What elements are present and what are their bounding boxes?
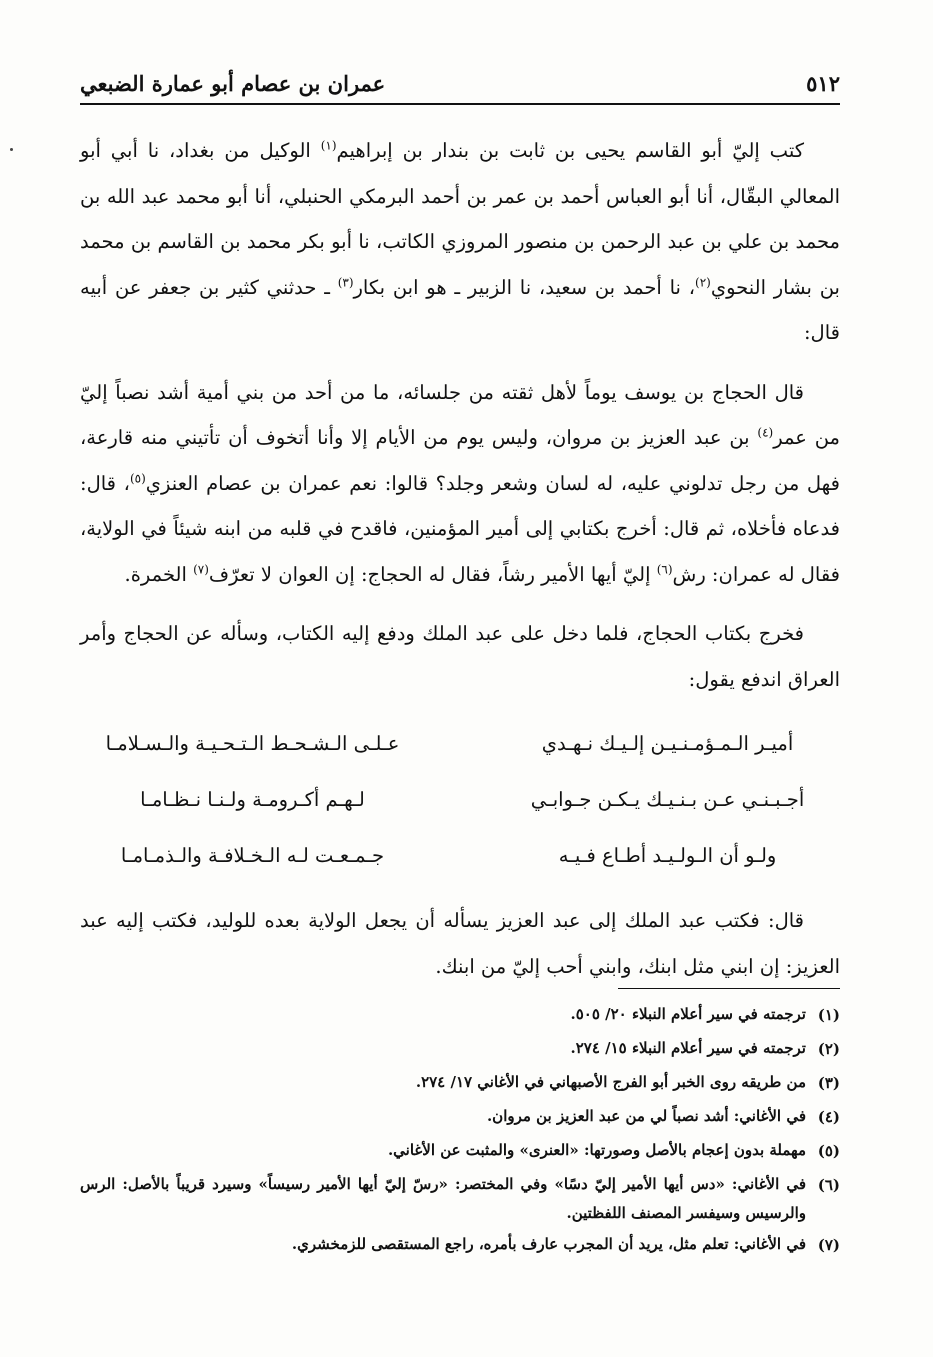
- footnote-text: ترجمته في سير أعلام النبلاء ٢٠/ ٥٠٥.: [570, 1005, 806, 1023]
- footnote-text: في الأغاني: أشد نصباً لي من عبد العزيز بن مروان.: [486, 1107, 806, 1125]
- footnote-text: من طريقه روى الخبر أبو الفرج الأصبهاني في الأغاني ١٧/ ٢٧٤.: [415, 1073, 806, 1091]
- footnote: [80, 1168, 840, 1228]
- first-hemistich: أميـر الـمـؤمـنـيـن إلـيـك نـهـدي: [541, 732, 794, 756]
- page-header: [80, 60, 840, 96]
- text-run: ، نا أحمد بن سعيد، نا الزبير ـ هو ابن بكار: [353, 275, 696, 299]
- text-run: ، قال: فدعاه فأخلاه، ثم قال: أخرج بكتابي إلى أمير المؤمنين، فاقدح في قلبه من ابنه شيئاً في الولاية، فقال له عمران: رش: [80, 471, 840, 586]
- paragraph: [80, 370, 840, 598]
- footnote-number: (٦): [817, 1176, 840, 1194]
- main-text: [80, 128, 840, 1003]
- footnote-marker: (٦): [656, 562, 673, 576]
- paragraphs: [80, 128, 840, 702]
- footnote-number: (٧): [817, 1236, 840, 1254]
- poem-verse: [80, 716, 840, 772]
- footnote: [80, 1066, 840, 1100]
- first-hemistich: ولـو أن الـولـيـد أطـاع فـيـه: [558, 844, 777, 868]
- footnote-text: في الأغاني: تعلم مثل، يريد أن المجرب عارف بأمره، راجع المستقصى للزمخشري.: [291, 1235, 806, 1253]
- first-hemistich: أجـبـنـي عـن بـنـيـك يـكـن جـوابـي: [530, 788, 805, 812]
- text-run: قال الحجاج بن يوسف يوماً لأهل ثقته من جلسائه، ما من أحد من بني أمية أشد نصباً إليّ من عمر: [80, 380, 840, 449]
- footnote-marker: (٢): [695, 275, 711, 289]
- footnote-text: ترجمته في سير أعلام النبلاء ١٥/ ٢٧٤.: [570, 1039, 806, 1057]
- footnote-number: (٤): [817, 1108, 840, 1126]
- footnote: [80, 1100, 840, 1134]
- text-run: الوكيل من بغداد، نا أبي أبو المعالي البقّال، أنا أبو العباس أحمد بن عمر بن أحمد البرمكي الحنبلي، أنا أبو محمد عبد الله بن محمد بن علي بن عبد الرحمن بن منصور المروزي الكاتب، نا أبو بكر محمد بن القاسم بن محمد بن بشار النحوي: [80, 139, 840, 299]
- footnote-number: (١): [817, 1006, 840, 1024]
- paragraph: [80, 611, 840, 702]
- footnote: [80, 998, 840, 1032]
- second-hemistich: عـلـى الـشـحـط الـتـحـيـة والـسـلامـا: [105, 732, 400, 756]
- scan-speck: [10, 148, 13, 151]
- paragraph: [80, 128, 840, 356]
- text-run: بن عبد العزيز بن مروان، وليس يوم من الأيام إلا وأنا أتخوف أن تأتيني منه قارعة، فهل من رجل تدلوني عليه، له لسان وشعر وجلد؟ قالوا: نعم عمران بن عصام العنزي: [80, 426, 840, 495]
- footnote-rule: [618, 988, 840, 989]
- footnote-number: (٥): [817, 1142, 840, 1160]
- footnote-marker: (٣): [337, 275, 354, 289]
- footnote: [80, 1032, 840, 1066]
- running-title: عمران بن عصام أبو عمارة الضبعي: [80, 71, 386, 96]
- footnote-marker: (١): [320, 138, 337, 153]
- footnotes: [80, 998, 840, 1262]
- footnote-marker: (٥): [129, 471, 146, 485]
- footnote-text: مهملة بدون إعجام بالأصل وصورتها: «العنرى» والمثبت عن الأغاني.: [387, 1141, 806, 1159]
- page-number: ٥١٢: [806, 71, 840, 96]
- footnote-number: (٢): [817, 1040, 840, 1058]
- footnote-number: (٣): [817, 1074, 840, 1092]
- poem-verse: [80, 772, 840, 828]
- text-run: إليّ أيها الأمير رشاً، فقال له الحجاج: إن العوان لا تعرّف: [208, 562, 657, 586]
- footnote-marker: (٧): [193, 562, 209, 576]
- text-run: ـ حدثني كثير بن جعفر عن أبيه قال:: [80, 275, 840, 344]
- text-run: فخرج بكتاب الحجاج، فلما دخل على عبد الملك ودفع إليه الكتاب، وسأله عن الحجاج وأمر العراق اندفع يقول:: [80, 622, 840, 691]
- header-rule: [80, 103, 840, 105]
- text-run: كتب إليّ أبو القاسم يحيى بن ثابت بن بندار بن إبراهيم: [336, 139, 804, 162]
- second-hemistich: جـمـعـت لـه الـخـلافـة والـذمـامـا: [120, 844, 385, 868]
- footnote: [80, 1134, 840, 1168]
- footnote: [80, 1228, 840, 1262]
- closing-paragraph: قال: فكتب عبد الملك إلى عبد العزيز يسأله أن يجعل الولاية بعده للوليد، فكتب إليه عبد العزيز: إن ابني مثل ابنك، وابني أحب إليّ من ابنك.: [80, 909, 840, 978]
- second-hemistich: لـهـم أكـرومـة ولـنـا نـظـامـا: [140, 788, 365, 812]
- poem-verse: [80, 828, 840, 884]
- footnote-marker: (٤): [757, 425, 774, 440]
- footnote-text: في الأغاني: «دس أيها الأمير إليّ دسًا» وفي المختصر: «رسّ إليّ أيها الأمير رسيساً» وسيرد قريباً بالأصل: الرس والرسيس وسيفسر المصنف اللفظتين.: [80, 1175, 806, 1222]
- poem: [80, 716, 840, 884]
- text-run: الخمرة.: [124, 562, 194, 586]
